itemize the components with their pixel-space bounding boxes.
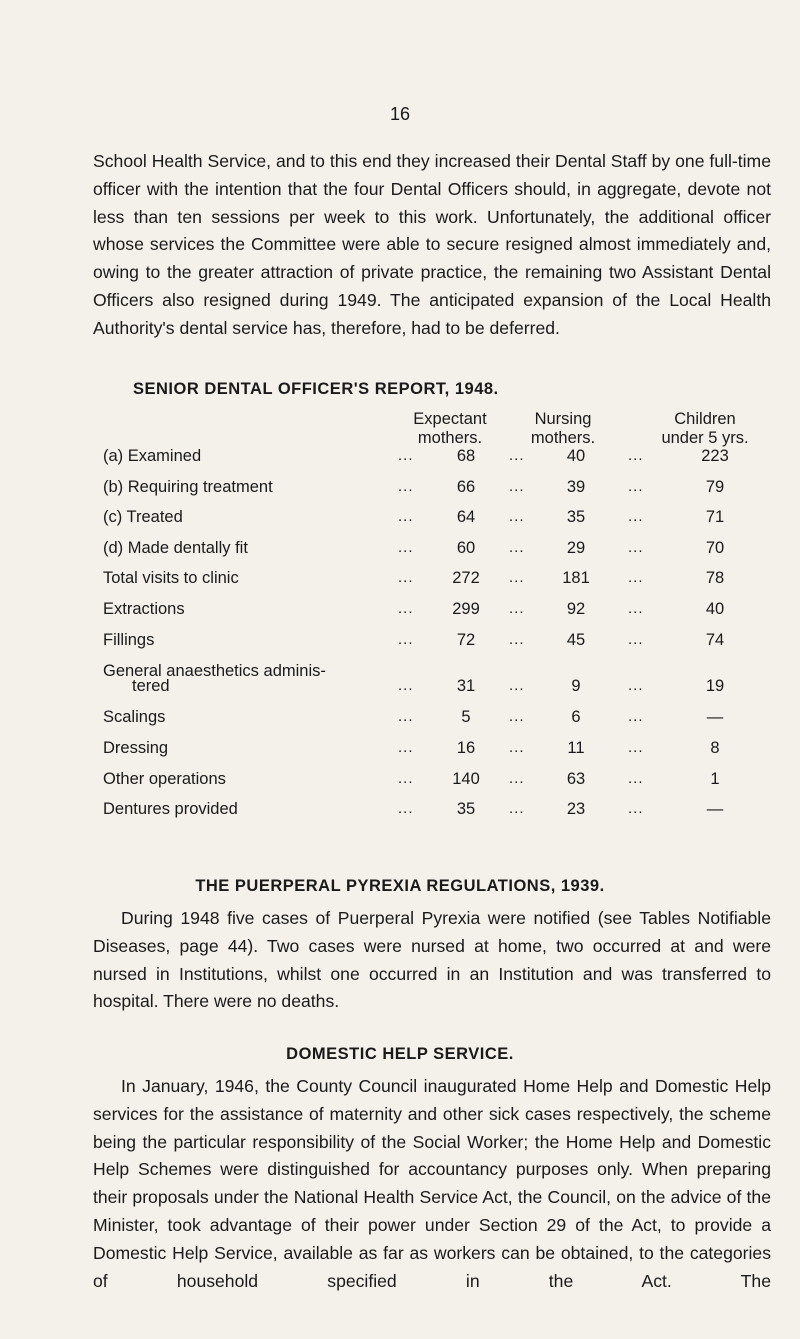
- table-cell: 92: [566, 600, 586, 618]
- dot-leader: ...: [509, 447, 525, 464]
- dot-leader: ...: [398, 478, 414, 495]
- dot-leader: ...: [398, 508, 414, 525]
- table-cell: 63: [566, 770, 586, 788]
- table-cell: 45: [566, 631, 586, 649]
- row-label: (b) Requiring treatment: [103, 478, 273, 496]
- domestic-help-paragraph: [93, 1073, 771, 1323]
- column-header-children: [630, 410, 780, 448]
- dot-leader: ...: [628, 539, 644, 556]
- dot-leader: ...: [628, 631, 644, 648]
- table-cell: 23: [566, 800, 586, 818]
- row-label: Dressing: [103, 739, 169, 757]
- puerperal-heading: THE PUERPERAL PYREXIA REGULATIONS, 1939.: [195, 877, 605, 895]
- dot-leader: ...: [628, 447, 644, 464]
- table-cell: 272: [452, 569, 480, 587]
- table-cell: 5: [461, 708, 471, 726]
- table-cell: 68: [456, 447, 476, 465]
- row-label: (d) Made dentally fit: [103, 539, 248, 557]
- dot-leader: ...: [628, 800, 644, 817]
- page-number: 16: [389, 104, 411, 124]
- table-cell: 1: [710, 770, 720, 788]
- table-cell: 79: [705, 478, 725, 496]
- table-cell: 8: [710, 739, 720, 757]
- table-cell: —: [706, 800, 724, 818]
- row-label: General anaesthetics adminis-: [103, 662, 326, 680]
- dot-leader: ...: [398, 800, 414, 817]
- dot-leader: ...: [509, 508, 525, 525]
- dot-leader: ...: [398, 600, 414, 617]
- dot-leader: ...: [509, 677, 525, 694]
- column-header-line: under 5 yrs.: [661, 429, 749, 447]
- table-cell: 39: [566, 478, 586, 496]
- dot-leader: ...: [509, 739, 525, 756]
- intro-paragraph: School Health Service, and to this end they increased their Dental Staff by one full-time officer with the intention that the four Dental Officers should, in aggregate, devote not less than ten sessions per week to this work. Unfortunately, the additional officer whose services the Committee were able to secure resigned almost immediately and, owing to the greater attraction of private practice, the remaining two Assistant Dental Officers also resigned during 1949. The anticipated expansion of the Local Health Authority's dental service has, therefore, had to be deferred.: [93, 151, 771, 338]
- table-cell: 78: [705, 569, 725, 587]
- dot-leader: ...: [398, 539, 414, 556]
- dot-leader: ...: [509, 600, 525, 617]
- table-cell: 74: [705, 631, 725, 649]
- dot-leader: ...: [628, 677, 644, 694]
- dot-leader: ...: [628, 770, 644, 787]
- table-cell: 6: [571, 708, 581, 726]
- domestic-help-heading: DOMESTIC HELP SERVICE.: [286, 1045, 514, 1063]
- table-cell: 72: [456, 631, 476, 649]
- dot-leader: ...: [628, 708, 644, 725]
- table-cell: 60: [456, 539, 476, 557]
- table-cell: 40: [566, 447, 586, 465]
- row-label: Scalings: [103, 708, 166, 726]
- table-cell: 9: [571, 677, 581, 695]
- dot-leader: ...: [509, 478, 525, 495]
- row-label: Total visits to clinic: [103, 569, 239, 587]
- column-header-line: Nursing: [534, 410, 592, 428]
- row-label: (a) Examined: [103, 447, 202, 465]
- table-cell: 40: [705, 600, 725, 618]
- table-cell: 31: [456, 677, 476, 695]
- table-cell: 35: [456, 800, 476, 818]
- dot-leader: ...: [398, 569, 414, 586]
- table-cell: 19: [705, 677, 725, 695]
- dot-leader: ...: [398, 677, 414, 694]
- dental-report-title: SENIOR DENTAL OFFICER'S REPORT, 1948.: [133, 380, 499, 398]
- column-header-line: Expectant: [413, 410, 487, 428]
- table-cell: 29: [566, 539, 586, 557]
- table-cell: 223: [701, 447, 729, 465]
- table-cell: 66: [456, 478, 476, 496]
- row-label: Extractions: [103, 600, 185, 618]
- puerperal-paragraph: [93, 905, 771, 1016]
- dot-leader: ...: [628, 478, 644, 495]
- dot-leader: ...: [398, 739, 414, 756]
- dot-leader: ...: [628, 600, 644, 617]
- table-cell: 11: [567, 739, 585, 757]
- table-cell: 70: [705, 539, 725, 557]
- row-label: Fillings: [103, 631, 155, 649]
- column-header-line: Children: [674, 410, 736, 428]
- dot-leader: ...: [509, 569, 525, 586]
- dot-leader: ...: [628, 739, 644, 756]
- dot-leader: ...: [509, 708, 525, 725]
- dot-leader: ...: [628, 508, 644, 525]
- table-cell: 16: [456, 739, 476, 757]
- puerperal-text: During 1948 five cases of Puerperal Pyrexia were notified (see Tables Notifiable Diseases, page 44). Two cases were nursed at home, two occurred at and were nursed in Institutions, whilst one occurred in an Institution and was transferred to hospital. There were no deaths.: [93, 908, 771, 1012]
- dot-leader: ...: [509, 631, 525, 648]
- table-cell: 140: [452, 770, 480, 788]
- dot-leader: ...: [628, 569, 644, 586]
- column-header-line: mothers.: [417, 429, 483, 447]
- domestic-help-text: In January, 1946, the County Council inaugurated Home Help and Domestic Help services for the assistance of maternity and other sick cases respectively, the scheme being the particular responsibility of the Social Worker; the Home Help and Domestic Help Schemes were distinguished for accountancy purposes only. When preparing their proposals under the National Health Service Act, the Council, on the advice of the Minister, took advantage of their power under Section 29 of the Act, to provide a Domestic Help Service, available as far as workers can be obtained, to the categories of household specified in the Act. The: [93, 1076, 771, 1291]
- dot-leader: ...: [509, 770, 525, 787]
- table-cell: 35: [566, 508, 586, 526]
- table-cell: —: [706, 708, 724, 726]
- table-cell: 71: [705, 508, 725, 526]
- row-label-continued: tered: [132, 677, 170, 695]
- dot-leader: ...: [509, 800, 525, 817]
- column-header-nursing: [508, 410, 618, 448]
- table-cell: 299: [452, 600, 480, 618]
- table-cell: 181: [562, 569, 590, 587]
- column-header-expectant: [395, 410, 505, 448]
- dot-leader: ...: [398, 447, 414, 464]
- table-cell: 64: [456, 508, 476, 526]
- dot-leader: ...: [509, 539, 525, 556]
- dot-leader: ...: [398, 770, 414, 787]
- row-label: (c) Treated: [103, 508, 183, 526]
- column-header-line: mothers.: [530, 429, 596, 447]
- row-label: Other operations: [103, 770, 226, 788]
- row-label: Dentures provided: [103, 800, 238, 818]
- dot-leader: ...: [398, 631, 414, 648]
- dot-leader: ...: [398, 708, 414, 725]
